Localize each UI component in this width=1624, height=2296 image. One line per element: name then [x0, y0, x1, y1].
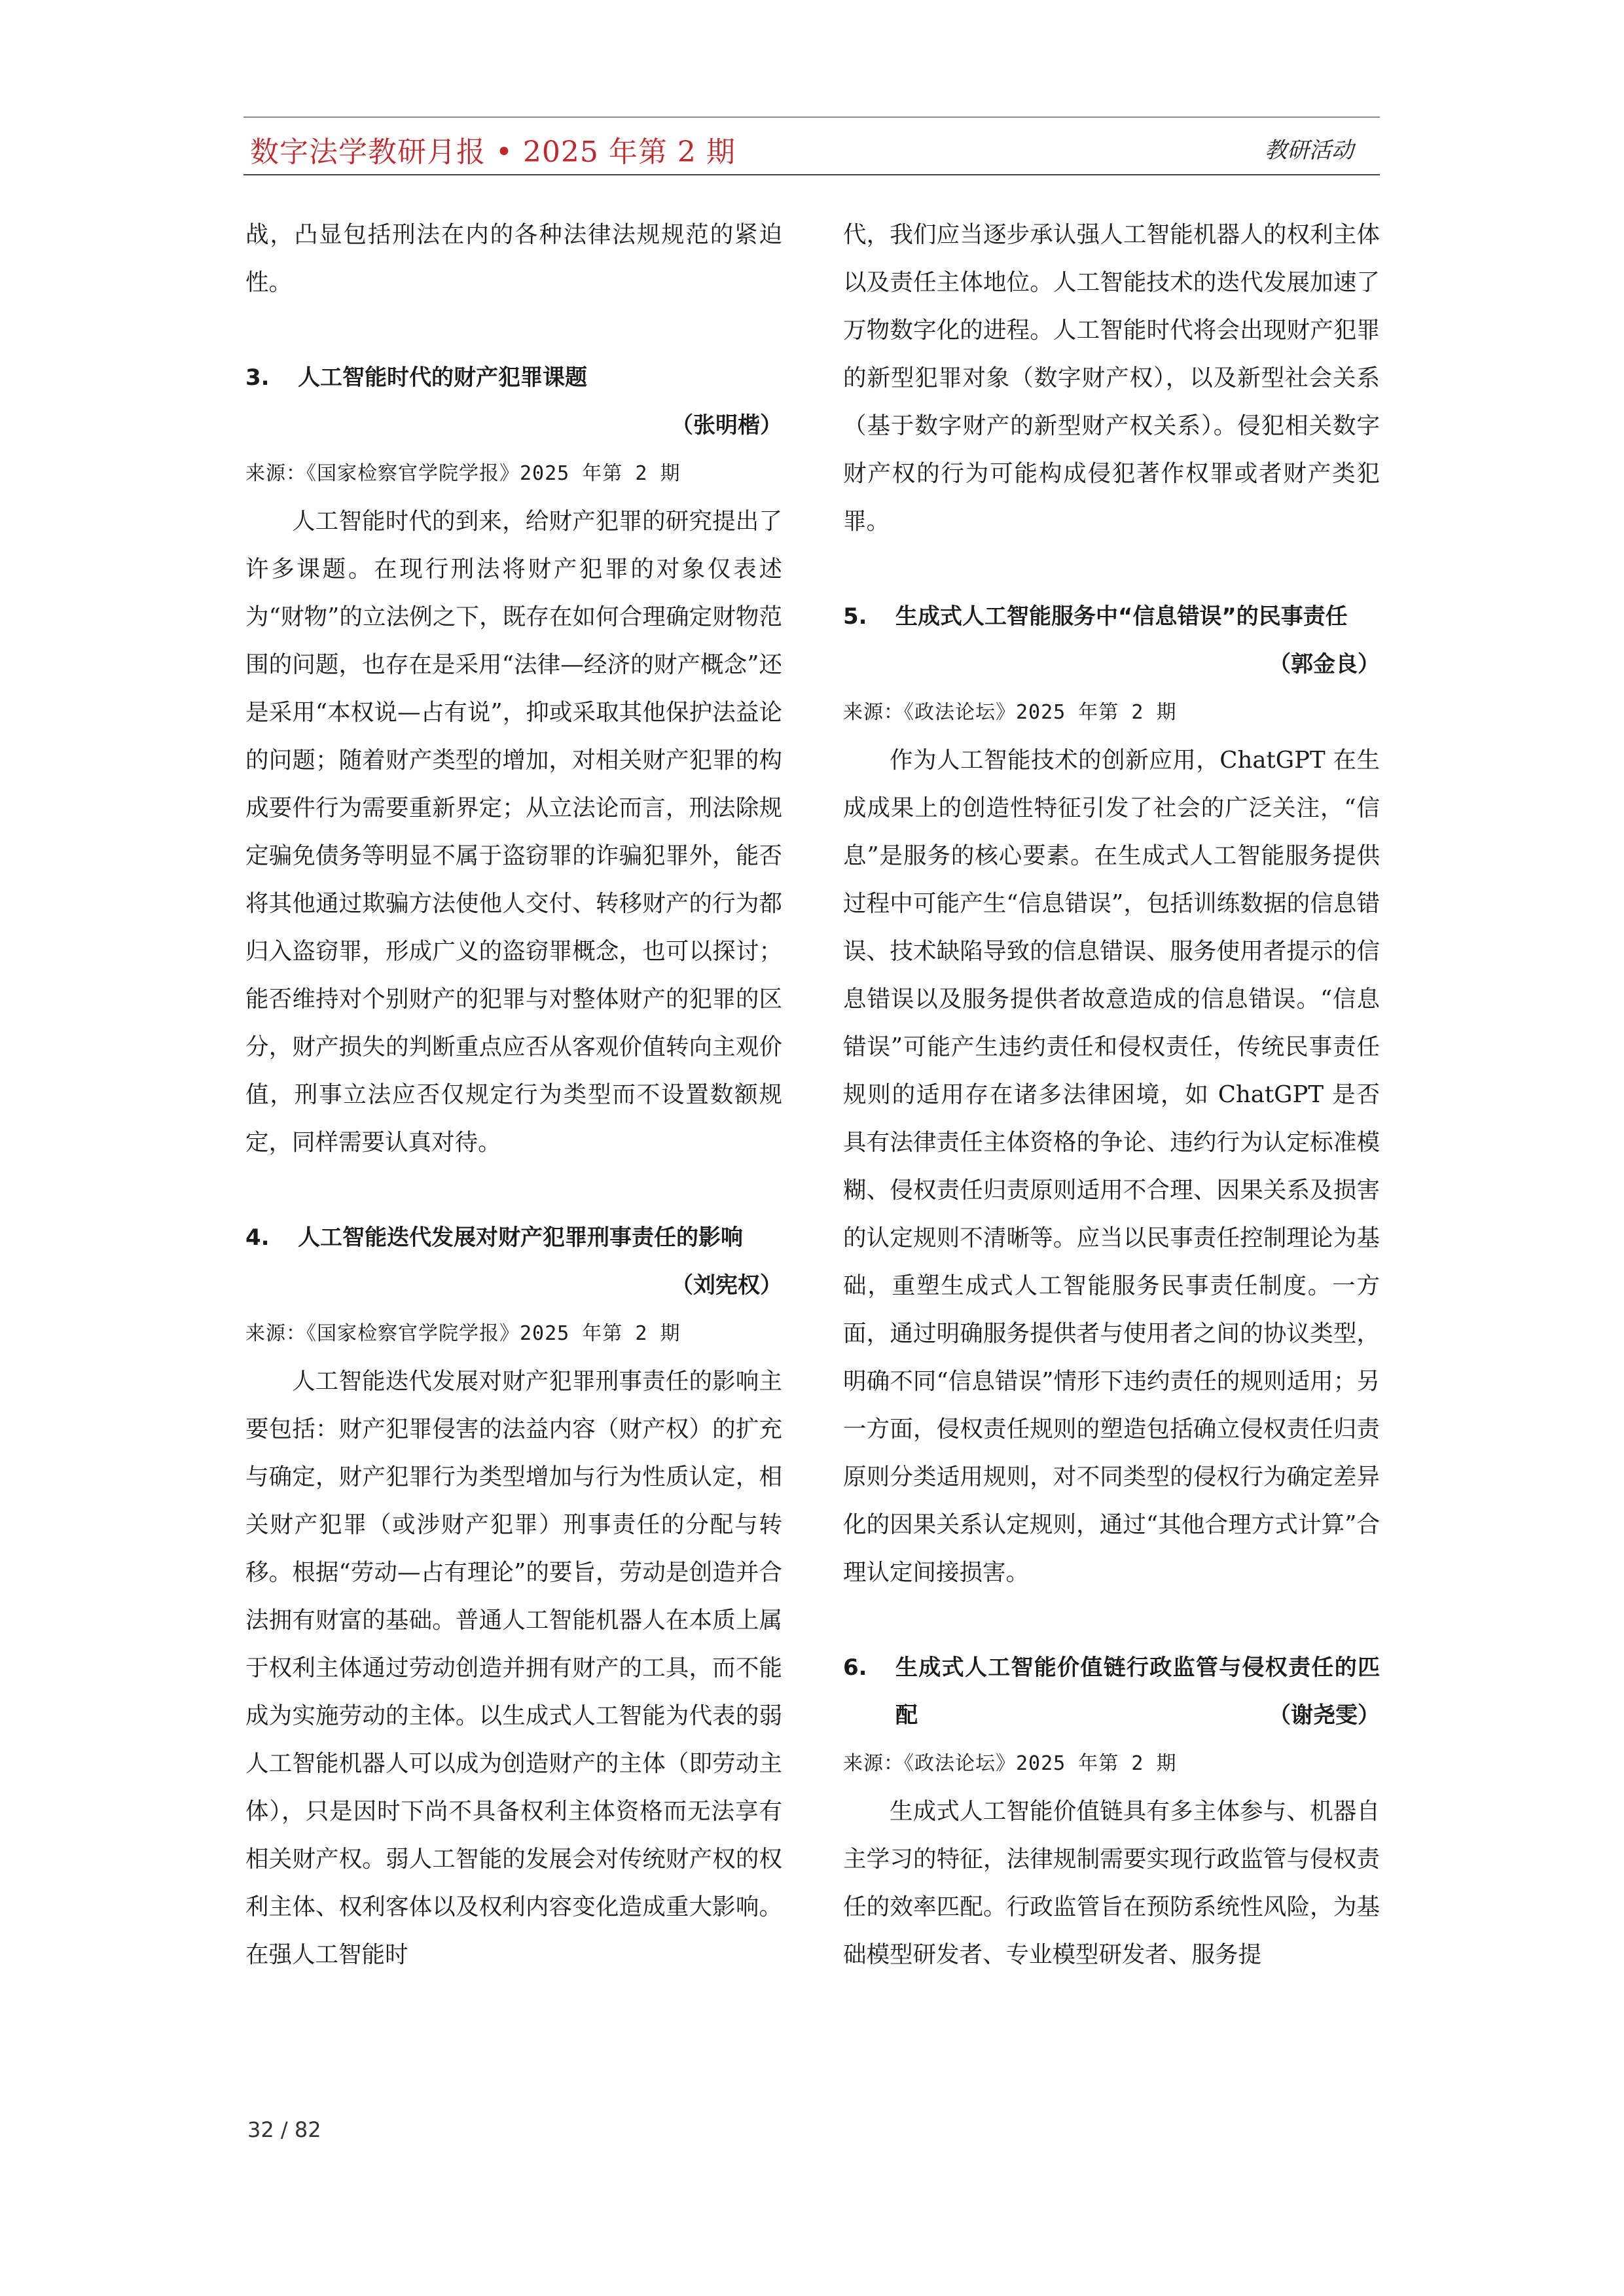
- section-3-body: 人工智能时代的到来，给财产犯罪的研究提出了许多课题。在现行刑法将财产犯罪的对象仅表述为“财物”的立法例之下，既存在如何合理确定财物范围的问题，也存在是采用“法律—经济的财产概念”还是采用“本权说—占有说”，抑或采取其他保护法益论的问题；随着财产类型的增加，对相关财产犯罪的构成要件行为需要重新界定；从立法论而言，刑法除规定骗免债务等明显不属于盗窃罪的诈骗犯罪外，能否将其他通过欺骗方法使他人交付、转移财产的行为都归入盗窃罪，形成广义的盗窃罪概念，也可以探讨；能否维持对个别财产的犯罪与对整体财产的犯罪的区分，财产损失的判断重点应否从客观价值转向主观价值，刑事立法应否仅规定行为类型而不设置数额规定，同样需要认真对待。: [245, 508, 782, 1156]
- journal-title: 数字法学教研月报 • 2025 年第 2 期: [250, 135, 736, 169]
- section-4-body: 人工智能迭代发展对财产犯罪刑事责任的影响主要包括：财产犯罪侵害的法益内容（财产权）的扩充与确定，财产犯罪行为类型增加与行为性质认定，相关财产犯罪（或涉财产犯罪）刑事责任的分配与转移。根据“劳动—占有理论”的要旨，劳动是创造并合法拥有财富的基础。普通人工智能机器人在本质上属于权利主体通过劳动创造并拥有财产的工具，而不能成为实施劳动的主体。以生成式人工智能为代表的弱人工智能机器人可以成为创造财产的主体（即劳动主体），只是因时下尚不具备权利主体资格而无法享有相关财产权。弱人工智能的发展会对传统财产权的权利主体、权利客体以及权利内容变化造成重大影响。在强人工智能时: [245, 1368, 782, 1968]
- section-number: 4.: [245, 1225, 270, 1251]
- section-title-text: 人工智能迭代发展对财产犯罪刑事责任的影响: [298, 1225, 743, 1251]
- section-title: [895, 593, 1380, 689]
- section-number: 5.: [843, 603, 867, 630]
- section-6-author: （谢尧雯）: [1269, 1702, 1380, 1729]
- left-column: [245, 211, 782, 1979]
- section-5-source: 来源：《政法论坛》2025 年第 2 期: [843, 701, 1177, 724]
- section-3-heading: [245, 354, 782, 402]
- section-3-source: 来源：《国家检察官学院学报》2025 年第 2 期: [245, 462, 681, 485]
- section-number: 3.: [245, 365, 270, 391]
- section-5-heading: [843, 593, 1380, 689]
- right-column: [843, 211, 1380, 1979]
- section-6-heading: [843, 1644, 1380, 1740]
- header-divider: [244, 174, 1380, 175]
- section-title-text: 生成式人工智能价值链行政监管与侵权责任的匹配: [895, 1655, 1380, 1729]
- page-number: 32 / 82: [247, 2117, 321, 2142]
- section-number: 6.: [843, 1655, 867, 1681]
- section-4-source: 来源：《国家检察官学院学报》2025 年第 2 期: [245, 1322, 681, 1345]
- continuation-paragraph: 代，我们应当逐步承认强人工智能机器人的权利主体以及责任主体地位。人工智能技术的迭代发展加速了万物数字化的进程。人工智能时代将会出现财产犯罪的新型犯罪对象（数字财产权），以及新型社会关系（基于数字财产的新型财产权关系）。侵犯相关数字财产权的行为可能构成侵犯著作权罪或者财产类犯罪。: [843, 221, 1380, 535]
- section-label: 教研活动: [1265, 137, 1354, 164]
- section-title: 人工智能时代的财产犯罪课题: [298, 365, 587, 391]
- section-3-author: （张明楷）: [671, 412, 782, 439]
- section-4-heading: [245, 1214, 782, 1310]
- section-title: [895, 1644, 1380, 1740]
- continuation-paragraph: 战，凸显包括刑法在内的各种法律法规规范的紧迫性。: [245, 221, 782, 296]
- section-5-body: 作为人工智能技术的创新应用，ChatGPT 在生成成果上的创造性特征引发了社会的广泛关注，“信息”是服务的核心要素。在生成式人工智能服务提供过程中可能产生“信息错误”，包括训练数据的信息错误、技术缺陷导致的信息错误、服务使用者提示的信息错误以及服务提供者故意造成的信息错误。“信息错误”可能产生违约责任和侵权责任，传统民事责任规则的适用存在诸多法律困境，如 ChatGPT 是否具有法律责任主体资格的争论、违约行为认定标准模糊、侵权责任归责原则适用不合理、因果关系及损害的认定规则不清晰等。应当以民事责任控制理论为基础，重塑生成式人工智能服务民事责任制度。一方面，通过明确服务提供者与使用者之间的协议类型，明确不同“信息错误”情形下违约责任的规则适用；另一方面，侵权责任规则的塑造包括确立侵权责任归责原则分类适用规则，对不同类型的侵权行为确定差异化的因果关系认定规则，通过“其他合理方式计算”合理认定间接损害。: [843, 747, 1380, 1586]
- section-6-source: 来源：《政法论坛》2025 年第 2 期: [843, 1752, 1177, 1775]
- section-4-author: （刘宪权）: [671, 1272, 782, 1299]
- section-title-text: 生成式人工智能服务中“信息错误”的民事责任: [895, 603, 1348, 630]
- section-5-author: （郭金良）: [1269, 651, 1380, 677]
- section-title: [298, 1214, 782, 1310]
- section-6-body: 生成式人工智能价值链具有多主体参与、机器自主学习的特征，法律规制需要实现行政监管与侵权责任的效率匹配。行政监管旨在预防系统性风险，为基础模型研发者、专业模型研发者、服务提: [843, 1798, 1380, 1968]
- page-header: [244, 117, 1380, 170]
